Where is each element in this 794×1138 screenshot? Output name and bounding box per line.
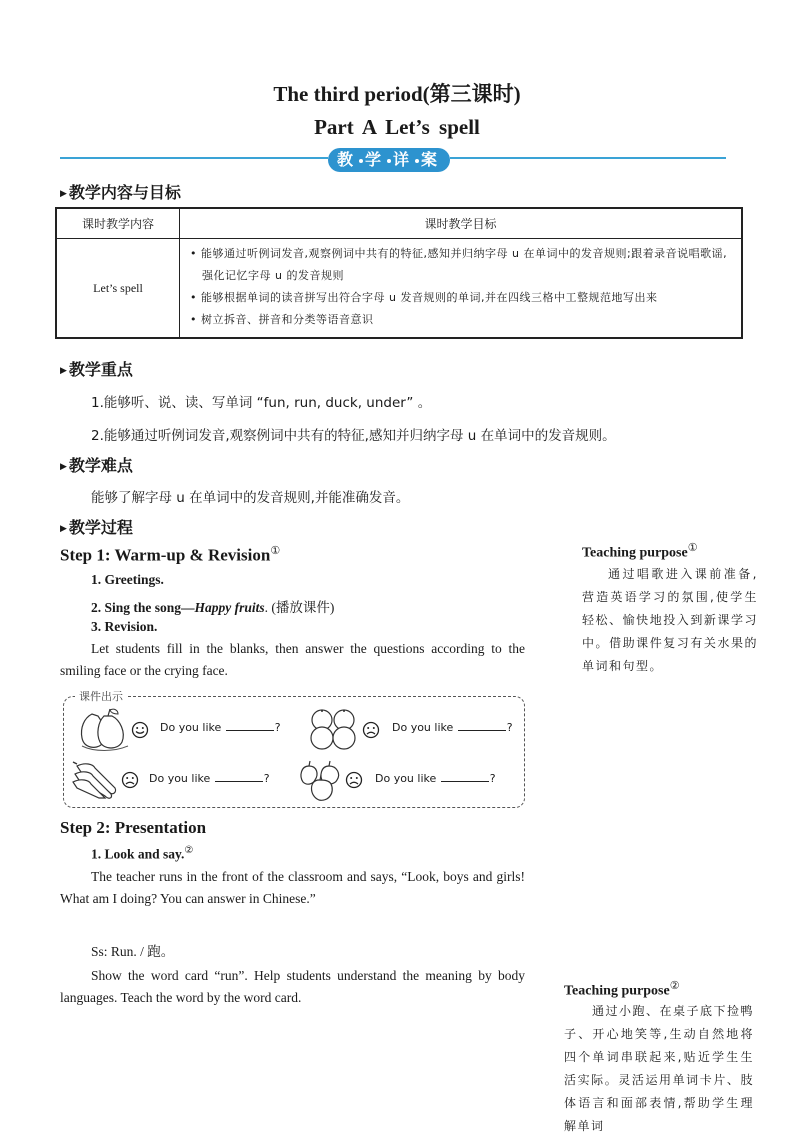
crying-face-icon	[362, 721, 380, 739]
crying-face-icon	[121, 771, 139, 789]
banner-char: 学	[364, 150, 385, 169]
banana-icon	[71, 758, 121, 800]
table-header-goals: 课时教学目标	[180, 208, 743, 239]
teaching-purpose-2-text: 通过小跑、在桌子底下捡鸭子、开心地笑等,生动自然地将四个单词串联起来,贴近学生生活实际。灵活运用单词卡片、肢体语言和面部表情,帮助学生理解单词	[564, 1004, 755, 1133]
step2-title: Step 2: Presentation	[60, 818, 207, 837]
question-banana: Do you like ?	[149, 772, 270, 785]
step2-paragraph-1: The teacher runs in the front of the classroom and says, “Look, boys and girls! What am I doing? You can answer in Chinese.”	[60, 869, 525, 906]
step1-paragraph: Let students fill in the blanks, then answer the questions according to the smiling face or the crying face.	[60, 641, 525, 678]
banner-line-right	[450, 157, 726, 159]
question-orange: Do you like ?	[392, 721, 513, 734]
triangle-bullet-icon: ▶	[60, 462, 67, 472]
pear-icon	[74, 706, 132, 752]
banner-line-left	[60, 157, 328, 159]
step1-item-revision: 3. Revision.	[91, 619, 158, 634]
triangle-bullet-icon: ▶	[60, 189, 67, 199]
key-point-2: 2.能够通过听例词发音,观察例词中共有的特征,感知并归纳字母 u 在单词中的发音规则。	[91, 428, 616, 444]
step2-paragraph-2: Show the word card “run”. Help students understand the meaning by body languages. Teach the word by the word card.	[60, 968, 525, 1005]
crying-face-icon	[345, 771, 363, 789]
banner-char: 案	[421, 150, 442, 169]
goal-item: • 能够根据单词的读音拼写出符合字母 u 发音规则的单词,并在四线三格中工整规范地写出来	[190, 291, 658, 304]
apple-icon	[295, 758, 345, 802]
step1-item-song: 2. Sing the song—Happy fruits. (播放课件)	[91, 600, 335, 615]
smiling-face-icon	[131, 721, 149, 739]
table-cell-goals	[180, 239, 743, 339]
banner-char: 教	[336, 150, 357, 169]
step1-item-greetings: 1. Greetings.	[91, 572, 164, 587]
step2-sub-look-and-say: 1. Look and say.②	[91, 845, 194, 862]
teaching-purpose-1-text: 通过唱歌进入课前准备,营造英语学习的氛围,使学生轻松、愉快地投入到新课学习中。借助课件复习有关水果的单词和句型。	[582, 567, 758, 673]
key-point-1: 1.能够听、说、读、写单词 “fun, run, duck, under” 。	[91, 395, 432, 411]
banner-char: 详	[393, 150, 414, 169]
question-apple: Do you like ?	[375, 772, 496, 785]
section-heading-key-points: ▶ 教学重点	[60, 360, 133, 379]
teaching-purpose-1-title: Teaching purpose①	[582, 542, 698, 561]
triangle-bullet-icon: ▶	[60, 524, 67, 534]
step1-title: Step 1: Warm-up & Revision①	[60, 545, 281, 565]
teaching-purpose-2-title: Teaching purpose②	[564, 980, 680, 999]
question-pear: Do you like ?	[160, 721, 281, 734]
section-heading-difficulties: ▶ 教学难点	[60, 456, 133, 475]
orange-icon	[304, 706, 362, 752]
section-heading-process: ▶ 教学过程	[60, 518, 133, 537]
goal-item: • 树立拆音、拼音和分类等语音意识	[190, 313, 374, 326]
objectives-table	[55, 207, 743, 339]
courseware-box	[63, 696, 525, 808]
courseware-label: 课件出示	[75, 688, 127, 704]
difficulty-text: 能够了解字母 u 在单词中的发音规则,并能准确发音。	[91, 490, 410, 506]
page-subtitle: Part A Let’s spell	[314, 115, 480, 139]
triangle-bullet-icon: ▶	[60, 366, 67, 376]
banner-badge	[328, 148, 450, 172]
goal-item: • 能够通过听例词发音,观察例词中共有的特征,感知并归纳字母 u 在单词中的发音规则;跟着录音说唱歌谣,强化记忆字母 u 的发音规则	[190, 247, 728, 282]
table-header-content: 课时教学内容	[56, 208, 180, 239]
page-title: The third period(第三课时)	[273, 82, 521, 106]
step2-students-answer: Ss: Run. / 跑。	[91, 944, 175, 959]
table-cell-content: Let’s spell	[56, 239, 180, 339]
section-heading-content-goals: ▶ 教学内容与目标	[60, 183, 181, 202]
